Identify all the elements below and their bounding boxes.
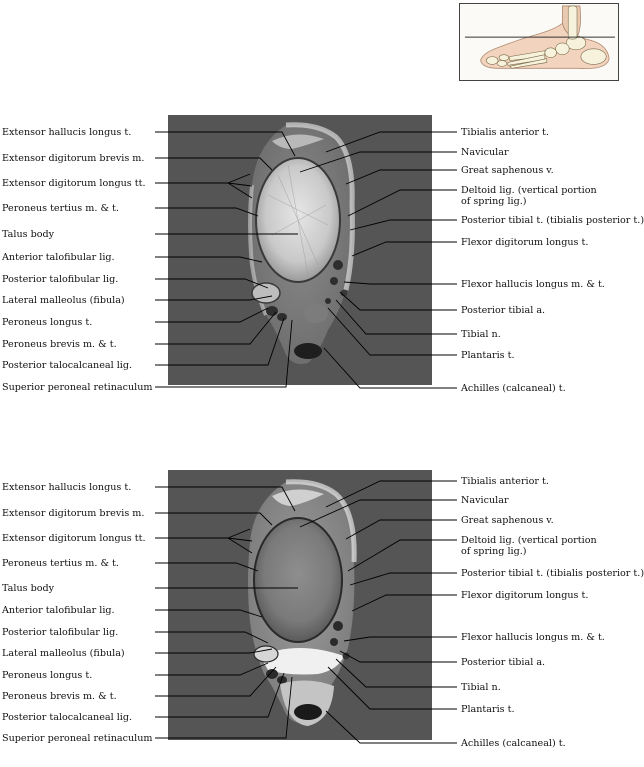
label-extensor-digitorum-brevis: Extensor digitorum brevis m.: [2, 153, 145, 164]
label-lateral-malleolus: Lateral malleolus (fibula): [2, 295, 125, 306]
label-navicular: Navicular: [461, 147, 509, 158]
label-peroneus-brevis: Peroneus brevis m. & t.: [2, 339, 117, 350]
mri-panel-top: [0, 112, 644, 412]
label-tibialis-anterior: Tibialis anterior t.: [461, 127, 549, 138]
label-posterior-tibial-t: Posterior tibial t. (tibialis posterior t.): [461, 568, 644, 579]
label-peroneus-longus: Peroneus longus t.: [2, 670, 93, 681]
label-talus-body: Talus body: [2, 229, 55, 240]
label-navicular: Navicular: [461, 495, 509, 506]
label-tibial-n: Tibial n.: [461, 329, 501, 340]
mri-image-t2: [168, 470, 432, 740]
label-tibialis-anterior: Tibialis anterior t.: [461, 476, 549, 487]
label-achilles: Achilles (calcaneal) t.: [461, 738, 566, 749]
label-posterior-talocalcaneal: Posterior talocalcaneal lig.: [2, 712, 133, 723]
label-achilles: Achilles (calcaneal) t.: [461, 383, 566, 394]
label-peroneus-longus: Peroneus longus t.: [2, 317, 93, 328]
label-peroneus-tertius: Peroneus tertius m. & t.: [2, 203, 119, 214]
label-plantaris: Plantaris t.: [461, 350, 515, 361]
label-deltoid-lig: Deltoid lig. (vertical portion: [461, 535, 597, 546]
foot-orientation-icon: [460, 4, 618, 80]
label-extensor-digitorum-brevis: Extensor digitorum brevis m.: [2, 508, 145, 519]
label-great-saphenous: Great saphenous v.: [461, 165, 554, 176]
label-deltoid-lig: Deltoid lig. (vertical portion: [461, 185, 597, 196]
label-talus-body: Talus body: [2, 583, 55, 594]
label-tibial-n: Tibial n.: [461, 682, 501, 693]
label-posterior-talofibular: Posterior talofibular lig.: [2, 627, 119, 638]
label-peroneus-tertius: Peroneus tertius m. & t.: [2, 558, 119, 569]
mri-image-t1: [168, 115, 432, 385]
orientation-inset: [459, 3, 619, 81]
label-superior-peroneal-retinaculum: Superior peroneal retinaculum: [2, 382, 153, 393]
label-flexor-hallucis-longus: Flexor hallucis longus m. & t.: [461, 632, 605, 643]
label-flexor-digitorum-longus: Flexor digitorum longus t.: [461, 590, 589, 601]
label-posterior-talofibular: Posterior talofibular lig.: [2, 274, 119, 285]
label-flexor-digitorum-longus: Flexor digitorum longus t.: [461, 237, 589, 248]
label-extensor-hallucis-longus: Extensor hallucis longus t.: [2, 127, 132, 138]
label-extensor-digitorum-longus: Extensor digitorum longus tt.: [2, 178, 146, 189]
label-posterior-tibial-a: Posterior tibial a.: [461, 305, 546, 316]
label-superior-peroneal-retinaculum: Superior peroneal retinaculum: [2, 733, 153, 744]
label-deltoid-lig-cont: of spring lig.): [461, 546, 527, 557]
label-great-saphenous: Great saphenous v.: [461, 515, 554, 526]
label-deltoid-lig-cont: of spring lig.): [461, 196, 527, 207]
label-lateral-malleolus: Lateral malleolus (fibula): [2, 648, 125, 659]
label-posterior-tibial-t: Posterior tibial t. (tibialis posterior t.): [461, 215, 644, 226]
label-anterior-talofibular: Anterior talofibular lig.: [2, 605, 115, 616]
label-peroneus-brevis: Peroneus brevis m. & t.: [2, 691, 117, 702]
label-posterior-tibial-a: Posterior tibial a.: [461, 657, 546, 668]
label-posterior-talocalcaneal: Posterior talocalcaneal lig.: [2, 360, 133, 371]
mri-panel-bottom: [0, 467, 644, 767]
label-plantaris: Plantaris t.: [461, 704, 515, 715]
label-extensor-hallucis-longus: Extensor hallucis longus t.: [2, 482, 132, 493]
label-extensor-digitorum-longus: Extensor digitorum longus tt.: [2, 533, 146, 544]
label-anterior-talofibular: Anterior talofibular lig.: [2, 252, 115, 263]
label-flexor-hallucis-longus: Flexor hallucis longus m. & t.: [461, 279, 605, 290]
